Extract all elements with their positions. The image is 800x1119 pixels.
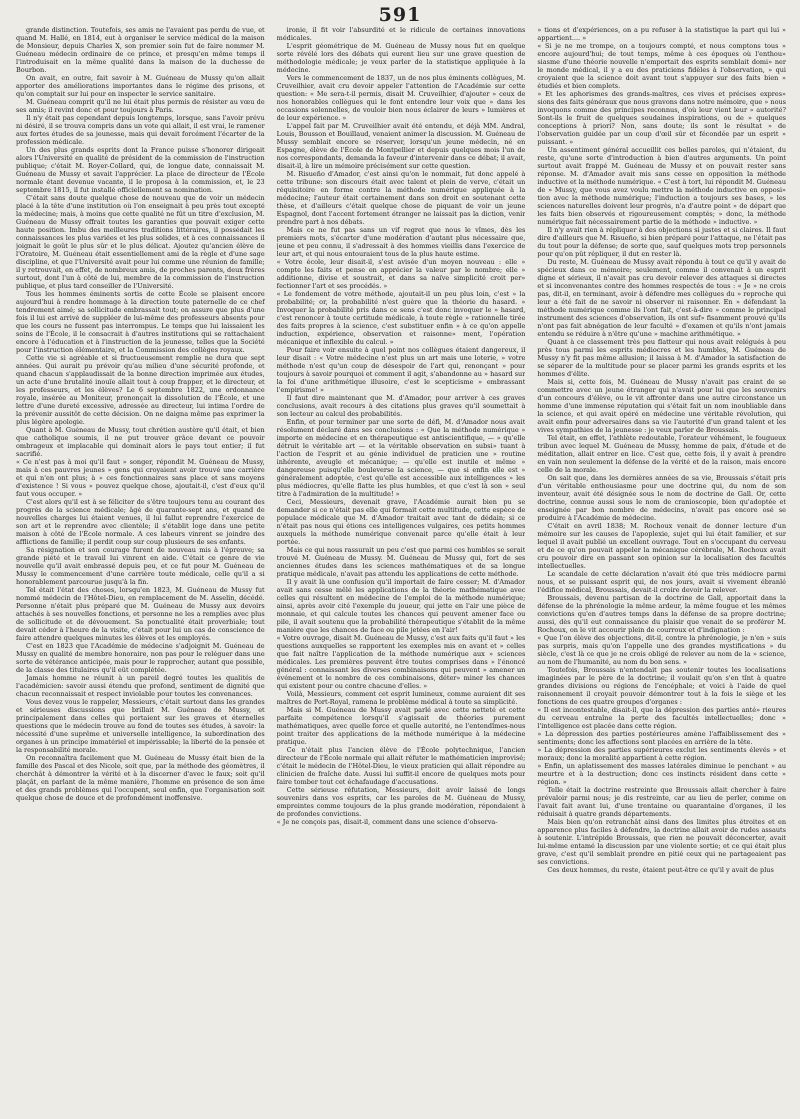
paragraph: L'appel fait par M. Cruveilhier avait été entendu, et déjà MM. Andral, Louis, Bousson et Bouillaud, venaient animer la discussion. M. Guéneau de Mussy semblait encore se réserver, lorsqu'un jeune médecin, né en Espagne, élève de l'École de Montpellier et depuis quelques mois l'un de nos correspondants, demanda la faveur d'intervenir dans ce débat; il avait, disait-il, à lire un mémoire précisément sur cette question.: [276, 122, 526, 170]
paragraph: Ce n'était plus l'ancien élève de l'École polytechnique, l'ancien directeur de l'École normale qui allait réfuter le mathématicien improvisé; c'était le médecin de l'Hôtel-Dieu, le vieux praticien qui allait répondre au clinicien de fraîche date. Aussi lui suffit-il encore de quelques mots pour faire tomber tout cet échafaudage d'accusations.: [276, 746, 526, 786]
paragraph: ironie, il fit voir l'absurdité et le ridicule de certaines innovations médicales.: [276, 26, 526, 42]
paragraph: Il faut dire maintenant que M. d'Amador, pour arriver à ces graves conclusions, avait recours à des citations plus graves qu'il soumettait à son lecteur au calcul des probabilités.: [276, 394, 526, 418]
paragraph: Telle était la doctrine restreinte que Broussais allait chercher à faire prévaloir parmi nous; je dis restreinte, car au lieu de perler, comme on l'avait fait avant lui, d'une trentaine ou quarantaine d'organes, il les réduisait à quatre grands départements.: [537, 786, 787, 818]
paragraph: Mais si M. Guéneau de Mussy avait parlé avec cette netteté et cette parfaite compétence lorsqu'il s'agissait de théories purement mathématiques, avec quelle force et quelle autorité, ne l'entendîmes-nous point traiter des applications de la méthode numérique à la médecine pratique.: [276, 706, 526, 746]
paragraph: « Que l'on élève des objections, dit-il, contre la phrénologie, je n'en » suis pas surpris, mais qu'on l'appelle une des grandes mystifications » du siècle, c'est là ce que je ne crois obligé de relever au nom de la » science, au nom de l'humanité, au nom du bon sens. »: [537, 634, 787, 666]
paragraph: » La dépression des parties postérieures amène l'affaiblissement des » sentiments; donc les affections sont placées en arrière de la tête.: [537, 730, 787, 746]
paragraph: Il n'y était pas cependant depuis longtemps, lorsque, sans l'avoir prévu ni désiré, il se trouva compris dans un vote qui allait, il est vrai, le ramener aux fortes études de sa jeunesse, mais qui devait forcément l'écarter de la profession médicale.: [16, 114, 265, 146]
paragraph: » tions et d'expériences, on a pu refuser à la statistique la part qui lui » appartient.... »: [537, 26, 787, 42]
paragraph: Quant à ce classement très peu flatteur qui nous avait relégués à peu près tous parmi les esprits médiocres et les humbles, M. Guéneau de Mussy n'y fit pas même allusion; il laissa à M. d'Amador la satisfaction de se séparer de la multitude pour se placer parmi les grands esprits et les hommes d'élite.: [537, 338, 787, 378]
paragraph: » Et les aphorismes des grands-maîtres, ces vives et précises expres» sions des faits généraux que nous gravons dans notre mémoire, que » nous invoquons comme des principes reconnus, d'où leur vient leur » autorité? Sont-ils le fruit de quelques soudaines inspirations, ou de » quelques conceptions à priori? Non, sans doute; ils sont le résultat » de l'observation guidée par un coup d'œil sûr et fécondée par un esprit » puissant. »: [537, 90, 787, 146]
column-middle: [277, 26, 526, 1111]
paragraph: Cette vie si agréable et si fructueusement remplie ne dura que sept années. Qui aurait pu prévoir qu'au milieu d'une sécurité profonde, et quand chacun s'applaudissait de la bonne direction imprimée aux études, un acte d'une brutalité inouïe allait tout à coup frapper, et le directeur, et les professeurs, et les élèves? Le 6 septembre 1822, une ordonnance royale, insérée au Moniteur, prononçait la dissolution de l'École, et une lettre d'une dureté excessive, adressée au directeur, lui intima l'ordre de la prévenir aussitôt de cette décision. On ne daigna même pas exprimer la plus légère apologie.: [16, 354, 265, 426]
column-left: [16, 26, 265, 1111]
paragraph: « Votre ouvrage, disait M. Guéneau de Mussy, c'est aux faits qu'il faut » les questions auxquelles se rapportent les exemples mis en avant et » celles que fait naître l'application de la méthode numérique aux » sciences médicales. Les premières peuvent être toutes comprises dans » l'énoncé général : connaissant les diverses combinaisons qui peuvent » amener un événement et le nombre de ces combinaisons, déter» miner les chances qui existent pour ou contre chacune d'elles. »: [276, 634, 526, 690]
paragraph: Tel était, en effet, l'athlète redoutable, l'orateur véhément, le fougueux tribun avec lequel M. Guéneau de Mussy, homme de paix, d'étude et de méditation, allait entrer en lice. C'est que, cette fois, il y avait à prendre en vain non seulement la défense de la vérité et de la raison, mais encore celle de la morale.: [537, 434, 787, 474]
paragraph: » Enfin, un aplatissement des masses latérales diminue le penchant » au meurtre et à la destruction; donc ces instincts résident dans cette » région. »: [537, 762, 787, 786]
paragraph: Mais bien qu'on retranchât ainsi dans des limites plus étroites et en apparence plus faciles à défendre, la doctrine allait avoir de rudes assauts à soutenir. L'intrépide Broussais, que rien ne pouvait déconcerter, avait lui-même entamé la discussion par une violente sortie; et ce qui était plus grave, c'est qu'il semblait prendre en pitié ceux qui ne partageaient pas ses convictions.: [537, 818, 787, 866]
paragraph: C'était en avril 1838; M. Rochoux venait de donner lecture d'un mémoire sur les causes de l'apoplexie, sujet qui lui était familier, et sur lequel il avait publié un excellent ouvrage. Tout en s'occupant du cerveau et de ce qu'on pouvait appeler la mécanique cérébrale, M. Rochoux avait cru pouvoir dire en passant son opinion sur la localisation des facultés intellectuelles.: [537, 522, 787, 570]
page-number: 591: [378, 4, 422, 26]
paragraph: « Votre école, leur disait-il, s'est avisée d'un moyen nouveau : elle » compte les faits et pense en apprécier la valeur par le nombre; elle » additionne, divise et soustrait, et dans sa naïve simplicité croit per» fectionner l'art et ses procédés. »: [276, 258, 526, 290]
paragraph: Quant à M. Guéneau de Mussy, tout chrétien austère qu'il était, et bien que catholique soumis, il ne put trouver grâce devant ce pouvoir ombrageux et implacable qui dominait alors le pays tout entier; il fut sacrifié.: [16, 426, 265, 458]
paragraph: L'esprit géométrique de M. Guéneau de Mussy nous fut en quelque sorte révélé lors des débats qui eurent lieu sur une grave question de méthodologie médicale; je veux parler de la statistique appliquée à la médecine.: [276, 42, 526, 74]
paragraph: Sa résignation et son courage furent de nouveau mis à l'épreuve; sa grande piété et le travail lui vinrent en aide. C'était ce genre de vie nouvelle qu'il avait embrassé depuis peu, et ce fut pour M. Guéneau de Mussy le commencement d'une carrière toute médicale, celle qu'il a si honorablement parcourue jusqu'à la fin.: [16, 546, 265, 586]
paragraph: M. Guéneau comprit qu'il ne lui était plus permis de résister au vœu de ses amis; il revint donc et pour toujours à Paris.: [16, 98, 265, 114]
paragraph: Voilà, Messieurs, comment cet esprit lumineux, comme auraient dit ses maîtres de Port-Royal, ramena le problème médical à toute sa simplicité.: [276, 690, 526, 706]
paragraph: Tel était l'état des choses, lorsqu'en 1823, M. Guéneau de Mussy fut nommé médecin de l'Hôtel-Dieu, en remplacement de M. Asselin, décédé. Personne n'était plus préparé que M. Guéneau de Mussy aux devoirs attachés à ses nouvelles fonctions, et personne ne les a remplies avec plus de sollicitude et de dévouement. Sa ponctualité était proverbiale; tout devait céder à l'heure de la visite, c'était pour lui un cas de conscience de faire attendre quelques minutes les élèves et les employés.: [16, 586, 265, 642]
paragraph: On reconnaîtra facilement que M. Guéneau de Mussy était bien de la famille des Pascal et des Nicole, soit que, par la méthode des géomètres, il cherchât à démontrer la vérité et à la discerner d'avec le faux; soit qu'il plaçât, en parlant de la même manière, l'homme en présence de son âme et des grands problèmes qui l'occupent, seul enfin, que l'organisation soit quelque chose de douce et de profondément inoffensive.: [16, 754, 265, 802]
paragraph: Mais ce ne fut pas sans un vif regret que nous le vîmes, dès les premiers mots, s'écarter d'une modération d'autant plus nécessaire que, jeune et peu connu, il s'adressait à des hommes vieillis dans l'exercice de leur art, et qui nous entouraient tous de la plus haute estime.: [276, 226, 526, 258]
paragraph: Le scandale de cette déclaration n'avait été que très médiocre parmi nous, et se puissant esprit qui, de nos jours, avait si vivement ébranlé l'édifice médical, Broussais, devait-il croire devoir la relever.: [537, 570, 787, 594]
paragraph: C'est en 1823 que l'Académie de médecine s'adjoignit M. Guéneau de Mussy en qualité de membre honoraire, non pas pour le reléguer dans une sorte de vétérance anticipée, mais pour le rapprocher, autant que possible, de la classe des titulaires qu'il eût complétée.: [16, 642, 265, 674]
paragraph: Enfin, et pour terminer par une sorte de défi, M. d'Amador nous avait résolument déclaré dans ses conclusions : « Que la méthode numérique » importe en médecine et en thérapeutique est antiscientifique, — » qu'elle détruit le véritable art — et la véritable observation en subsi» tuant à l'action de l'esprit et au génie individuel de praticien une » routine inhérente, aveugle et mécanique; — qu'elle est inutile et même » dangereuse puisqu'elle bouleverse la science, — que si enfin elle est » généralement adoptée, c'est qu'elle est accessible aux intelligences » les plus médiocres, qu'elle flatte les plus humbles, et que c'est là son » seul titre à l'admiration de la multitude! »: [276, 418, 526, 498]
paragraph: Du reste, M. Guéneau de Mussy avait répondu à tout ce qu'il y avait de spécieux dans ce mémoire; seulement, comme il convenait à un esprit digne et sérieux, il n'avait pas cru devoir relever des attaques si directes et si inconvenantes contre des hommes respectés de tous : « Je » ne crois pas, dit-il, en terminant, avoir à défendre mes collègues du » reproche qui leur a été fait de ne savoir ni observer ni raisonner. En » défendant la méthode numérique comme ils l'ont fait, c'est-à-dire » comme le principal instrument des sciences d'observation, ils ont suf» fisamment prouvé qu'ils n'ont pas fait abnégation de leur faculté » d'examen et qu'ils n'ont jamais entendu se réduire à n'être qu'une » machine arithmétique. »: [537, 258, 787, 338]
paragraph: Il y avait là une confusion qu'il importait de faire cesser; M. d'Amador avait sans cesse mêlé les applications de la théorie mathématique avec celles qui résultent en médecine de l'emploi de la méthode numérique; ainsi, après avoir cité l'exemple du joueur, qui jette en l'air une pièce de monnaie, et qui calcule toutes les chances qui peuvent amener face ou pile, il avait soutenu que la probabilité thérapeutique s'établit de la même manière que les chances de face ou pile jetées en l'air!: [276, 578, 526, 634]
paragraph: Cette sérieuse réfutation, Messieurs, doit avoir laissé de longs souvenirs dans vos esprits, car les paroles de M. Guéneau de Mussy, empreintes comme toujours de la plus grande modération, répondaient à de profondes convictions.: [276, 786, 526, 818]
paragraph: « Je ne conçois pas, disait-il, comment dans une science d'observa-: [276, 818, 498, 826]
paragraph: Mais ce qui nous rassurait un peu c'est que parmi ces humbles se serait trouvé M. Guéneau de Mussy. M. Guéneau de Mussy qui, fort de ses anciennes études dans les sciences mathématiques et de sa longue pratique médicale, n'avait pas attendu les applications de cette méthode.: [276, 546, 526, 578]
paragraph: Un assentiment général accueillit ces belles paroles, qui n'étaient, du reste, qu'une sorte d'introduction à bien d'autres arguments. Un point surtout avait frappé M. Guéneau de Mussy et on pouvait rester sans réponse. M. d'Amador avait mis sans cesse en opposition la méthode inductive et la méthode numérique. « C'est à tort, lui répondit M. Guéneau de » Mussy, que vous avez voulu mettre la méthode inductive en opposi» tion avec la méthode numérique; l'induction a toujours ses bases, » les sciences naturelles doivent leur progrès, n'a d'autre point » de départ que les faits bien observés et rigoureusement comptés; » donc, la méthode numérique fait nécessairement partie de la méthode » inductive. »: [537, 146, 787, 226]
paragraph: Toutefois, Broussais n'entendait pas soutenir toutes les localisations imaginées par le père de la doctrine; il voulait qu'on s'en tînt à quatre grandes divisions ou régions de l'encéphale; et voici à l'aide de quel raisonnement il croyait pouvoir démontrer tout à la fois le siège et les fonctions de ces quatre groupes d'organes :: [537, 666, 787, 706]
paragraph: Ces deux hommes, du reste, étaient peut-être ce qu'il y avait de plus: [547, 866, 774, 874]
paragraph: On sait que, dans les dernières années de sa vie, Broussais s'était pris d'un véritable enthousiasme pour une doctrine qui, du nom de son inventeur, avait été désignée sous le nom de doctrine de Gall. Or, cette doctrine, connue aussi sous le nom de cranioscopie, bien qu'adoptée et enseignée par bon nombre de médecins, n'avait pas encore osé se produire à l'Académie de médecine.: [537, 474, 787, 522]
paragraph: » La dépression des parties supérieures exclut les sentiments élevés » et moraux; donc la moralité appartient à cette région.: [537, 746, 787, 762]
paragraph: « Il est incontestable, disait-il, que la dépression des parties anté» rieures du cerveau entraîne la perte des facultés intellectuelles; donc » l'intelligence est placée dans cette région.: [537, 706, 787, 730]
column-right: [537, 26, 786, 1111]
paragraph: « Ce n'est pas à moi qu'il faut » songer, répondit M. Guéneau de Mussy, mais à ces pauvres jeunes » gens qui croyaient avoir trouvé une carrière et qui n'en ont plus; à » ces fonctionnaires sans place et sans moyens d'existence ! Si vous » pouvez quelque chose, ajoutait-il, c'est d'eux qu'il faut vous occuper. »: [16, 458, 265, 498]
paragraph: Mais si, cette fois, M. Guéneau de Mussy n'avait pas craint de se commettre avec un jeune étranger qui n'avait pour lui que les souvenirs d'un concours d'élève, ou le vit affronter dans une autre circonstance un homme d'une immense réputation qui s'était fait un nom inoubliable dans la science, et qui avait opéré en médecine une véritable révolution, qui avait enfin pour adversaires dans sa vie l'autorité d'un grand talent et les vives sympathies de la jeunesse : je veux parler de Broussais.: [537, 378, 787, 434]
paragraph: Pour faire voir ensuite à quel point nos collègues étaient dangereux, il leur disait : « Votre médecine n'est plus un art mais une loterie, » votre méthode n'est qu'un coup de désespoir de l'art qui, renonçant » pour toujours à savoir pourquoi et comment il agit, s'abandonne au » hasard sur la foi d'une arithmétique illusoire, c'est le scepticisme » embrassant l'empirisme! »: [276, 346, 526, 394]
paragraph: Jamais homme ne réunit à un pareil degré toutes les qualités de l'académicien: savoir aussi étendu que profond, sentiment de dignité que chacun reconnaissait et respect inviolable pour toutes les convenances.: [16, 674, 265, 698]
paragraph: Un des plus grands esprits dont la France puisse s'honorer dirigeait alors l'Université en qualité de président de la commission de l'instruction publique; c'était M. Royer-Collard, qui, de longue date, connaissait M. Guéneau de Mussy et savait l'apprécier. La place de directeur de l'École normale étant devenue vacante, il le proposa à la commission, et, le 23 septembre 1815, il fut installé officiellement sa nomination.: [16, 146, 265, 194]
paragraph: « Si je ne me trompe, on a toujours compté, et nous comptons tous » encore aujourd'hui; de tout temps, même à ces époques où l'enthou» siasme d'une théorie nouvelle n'emportait des esprits semblait domi» ner le monde médical, il y a eu des praticiens fidèles à l'observation, » qui croyaient que la science doit avant tout s'appuyer sur des faits bien » étudiés et bien complets.: [537, 42, 787, 90]
text-columns: [16, 26, 786, 1111]
paragraph: Vers le commencement de 1837, un de nos plus éminents collègues, M. Cruveilhier, avait cru devoir appeler l'attention de l'Académie sur cette question: « Me sera-t-il permis, disait M. Cruveilhier, d'ajouter » ceux de nos honorables collègues qui le font entendre leur voix que » dans les occasions solennelles, de vouloir bien nous éclairer de leurs » lumières et de leur expérience. »: [276, 74, 526, 122]
paragraph: grande distinction. Toutefois, ses amis ne l'avaient pas perdu de vue, et quand M. Hallé, en 1814, eut à organiser le service médical de la maison de Monsieur, depuis Charles X, son premier soin fut de faire nommer M. Guéneau médecin ordinaire de ce prince, et presqu'en même temps il l'introduisait en la même qualité dans la maison de la duchesse de Bourbon.: [16, 26, 265, 74]
paragraph: Vous devez vous le rappeler, Messieurs, c'était surtout dans les grandes et sérieuses discussions que brillait M. Guéneau de Mussy, et principalement dans celles qui portaient sur les graves et éternelles questions que le médecin trouve au fond de toutes ses études, à savoir: la nécessité d'une suprême et universelle intelligence, la subordination des organes à un principe immatériel et impérissable; la liberté de la pensée et la responsabilité morale.: [16, 698, 265, 754]
paragraph: Tous les hommes éminents sortis de cette École se plaisent encore aujourd'hui à rendre hommage à la direction toute paternelle de ce chef tendrement aimé; sa sollicitude embrassait tout; on assure que plus d'une fois il lui est arrivé de suppléer de lui-même des professeurs absents pour que les cours ne fussent pas interrompus. Le temps que lui laissaient les soins de l'École, il le consacrait à d'autres institutions qui se rattachaient encore à l'éducation et à l'instruction de la jeunesse, telles que la Société pour l'instruction élémentaire, et la Commission des collèges royaux.: [16, 290, 265, 354]
paragraph: Ceci, Messieurs, devenait grave, l'Académie aurait bien pu se demander si ce n'était pas elle qui formait cette multitude, cette espèce de populace médicale que M. d'Amador traitait avec tant de dédain; si ce n'était pas nous qui étions ces intelligences vulgaires, ces petits hommes auxquels la méthode numérique convenait parce qu'elle était à leur portée.: [276, 498, 526, 546]
paragraph: Il n'y avait rien à répliquer à des objections si justes et si claires. Il faut dire d'ailleurs que M. Risueño, si bien préparé pour l'attaque, ne l'était pas du tout pour la défense; de sorte que, sauf quelques mots trop personnels pour qu'on pût répliquer, il dut en rester là.: [537, 226, 787, 258]
paragraph: C'était sans doute quelque chose de nouveau que de voir un médecin placé à la tête d'une institution où l'on enseignait à peu près tout excepté la médecine; mais, à moins que cette qualité ne fût un titre d'exclusion, M. Guéneau de Mussy offrait toutes les garanties que pouvait exiger cette haute position. Imbu des meilleures traditions littéraires, il possédait les connaissances les plus variées et les plus solides, et à ces connaissances il joignait le goût le plus sûr et le plus délicat. Ajoutez qu'ancien élève de l'Oratoire, M. Guéneau était essentiellement ami de la règle et d'une sage discipline, et que l'Université avait pour lui comme une réunion de famille; il y retrouvait, en effet, de nombreux amis, de proches parents, deux frères surtout, dont l'un à côté de lui, membre de la commission de l'instruction publique, et plus tard conseiller de l'Université.: [16, 194, 265, 290]
paragraph: C'est alors qu'il est à se féliciter de s'être toujours tenu au courant des progrès de la science médicale; âgé de quarante-sept ans, et quand de nouvelles charges lui étaient venues, il lui fallut reprendre l'exercice de son art et le reprendre avec clientèle; il s'établit loge dans une petite maison à côté de l'École normale. A ces labeurs vinrent se joindre des afflictions de famille; il perdit coup sur coup plusieurs de ses enfants.: [16, 498, 265, 546]
paragraph: On avait, en outre, fait savoir à M. Guéneau de Mussy qu'on allait apporter des améliorations importantes dans le régime des prisons, et qu'on comptait sur lui pour en inspecter le service sanitaire.: [16, 74, 265, 98]
paragraph: M. Risueño d'Amador, c'est ainsi qu'on le nommait, fut donc appelé à cette tribune: son discours était avec talent et plein de verve, c'était un réquisitoire en forme contre la méthode numérique appliquée à la médecine; l'auteur était certainement dans son droit en soutenant cette thèse, et d'ailleurs c'était quelque chose de piquant de voir un jeune Espagnol, dont l'accent fortement étranger ne laissait pas la diction, venir prendre part à nos débats.: [276, 170, 526, 226]
paragraph: « Le fondement de votre méthode, ajoutait-il un peu plus loin, c'est » la probabilité; or, la probabilité n'est guère que la théorie du hasard. » Invoquer la probabilité pris dans ce sens c'est donc invoquer le » hasard, c'est renoncer à toute certitude médicale, à toute règle » rationnelle tirée des faits propres à la science, c'est substituer enfin » à ce qu'on appelle induction, expérience, observation et raisonne» ment, l'opération mécanique et inflexible du calcul. »: [276, 290, 526, 346]
paragraph: Broussais, devenu partisan de la doctrine de Gall, apportait dans la défense de la phrénologie la même ardeur, la même fougue et les mêmes convictions qu'en d'autres temps dans la défense de sa propre doctrine; aussi, dès qu'il eut connaissance du plaisir que venait de se proférer M. Rochoux, on le vit accourir plein de courroux et d'indignation :: [537, 594, 787, 634]
